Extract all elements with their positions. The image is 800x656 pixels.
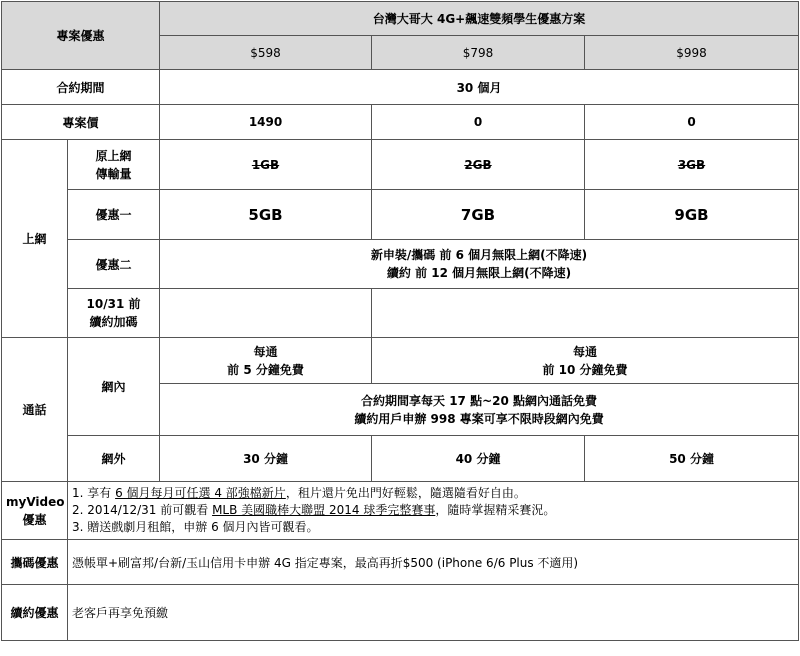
price-598: 1490 [160, 105, 372, 140]
contract-value: 30 個月 [160, 70, 799, 105]
onnet-label: 網內 [68, 338, 160, 436]
offer1-998: 9GB [585, 190, 799, 240]
price-798: 0 [372, 105, 585, 140]
renew-text: 老客戶再享免預繳 [68, 585, 799, 641]
original-data-598: 1GB [160, 140, 372, 190]
calls-section-label: 通話 [2, 338, 68, 482]
port-label: 攜碼優惠 [2, 540, 68, 585]
offer1-598: 5GB [160, 190, 372, 240]
onnet-598: 每通 前 5 分鐘免費 [160, 338, 372, 384]
original-data-798: 2GB [372, 140, 585, 190]
plan-title: 台灣大哥大 4G+飆速雙頻學生優惠方案 [160, 2, 799, 36]
original-data-label: 原上網 傳輸量 [68, 140, 160, 190]
onnet-free-text: 合約期間享每天 17 點~20 點網內通話免費 續約用戶申辦 998 專案可享不限時段網內免費 [160, 384, 799, 436]
offer2-text: 新申裝/攜碼 前 6 個月無限上網(不降速) 續約 前 12 個月無限上網(不降速) [160, 240, 799, 289]
oct31-598 [160, 289, 372, 338]
port-text: 憑帳單+刷富邦/台新/玉山信用卡申辦 4G 指定專案，最高再折$500 (iPhone 6/6 Plus 不適用) [68, 540, 799, 585]
myvideo-item-3: 3. 贈送戲劇月租館，申辦 6 個月內皆可觀看。 [72, 520, 319, 534]
price-label: 專案價 [2, 105, 160, 140]
myvideo-label: myVideo 優惠 [2, 482, 68, 540]
offnet-label: 網外 [68, 436, 160, 482]
renew-label: 續約優惠 [2, 585, 68, 641]
plan-table [1, 1, 799, 641]
offnet-798: 40 分鐘 [372, 436, 585, 482]
data-section-label: 上網 [2, 140, 68, 338]
offer1-798: 7GB [372, 190, 585, 240]
offnet-598: 30 分鐘 [160, 436, 372, 482]
myvideo-list [68, 482, 799, 540]
offer2-label: 優惠二 [68, 240, 160, 289]
original-data-998: 3GB [585, 140, 799, 190]
offnet-998: 50 分鐘 [585, 436, 799, 482]
plan-598-header: $598 [160, 36, 372, 70]
onnet-798-998: 每通 前 10 分鐘免費 [372, 338, 799, 384]
myvideo-item-1: 1. 享有 6 個月每月可任選 4 部強檔新片，租片還片免出門好輕鬆，隨選隨看好自由。 [72, 486, 526, 500]
myvideo-item-2: 2. 2014/12/31 前可觀看 MLB 美國職棒大聯盟 2014 球季完整賽事，隨時掌握精采賽況。 [72, 503, 556, 517]
price-998: 0 [585, 105, 799, 140]
plan-998-header: $998 [585, 36, 799, 70]
myvideo-item-1-link[interactable]: 6 個月每月可任選 4 部強檔新片 [115, 486, 286, 500]
contract-label: 合約期間 [2, 70, 160, 105]
offer1-label: 優惠一 [68, 190, 160, 240]
oct31-label: 10/31 前 續約加碼 [68, 289, 160, 338]
oct31-798-998 [372, 289, 799, 338]
plan-798-header: $798 [372, 36, 585, 70]
myvideo-item-2-link[interactable]: MLB 美國職棒大聯盟 2014 球季完整賽事 [212, 503, 436, 517]
corner-header: 專案優惠 [2, 2, 160, 70]
